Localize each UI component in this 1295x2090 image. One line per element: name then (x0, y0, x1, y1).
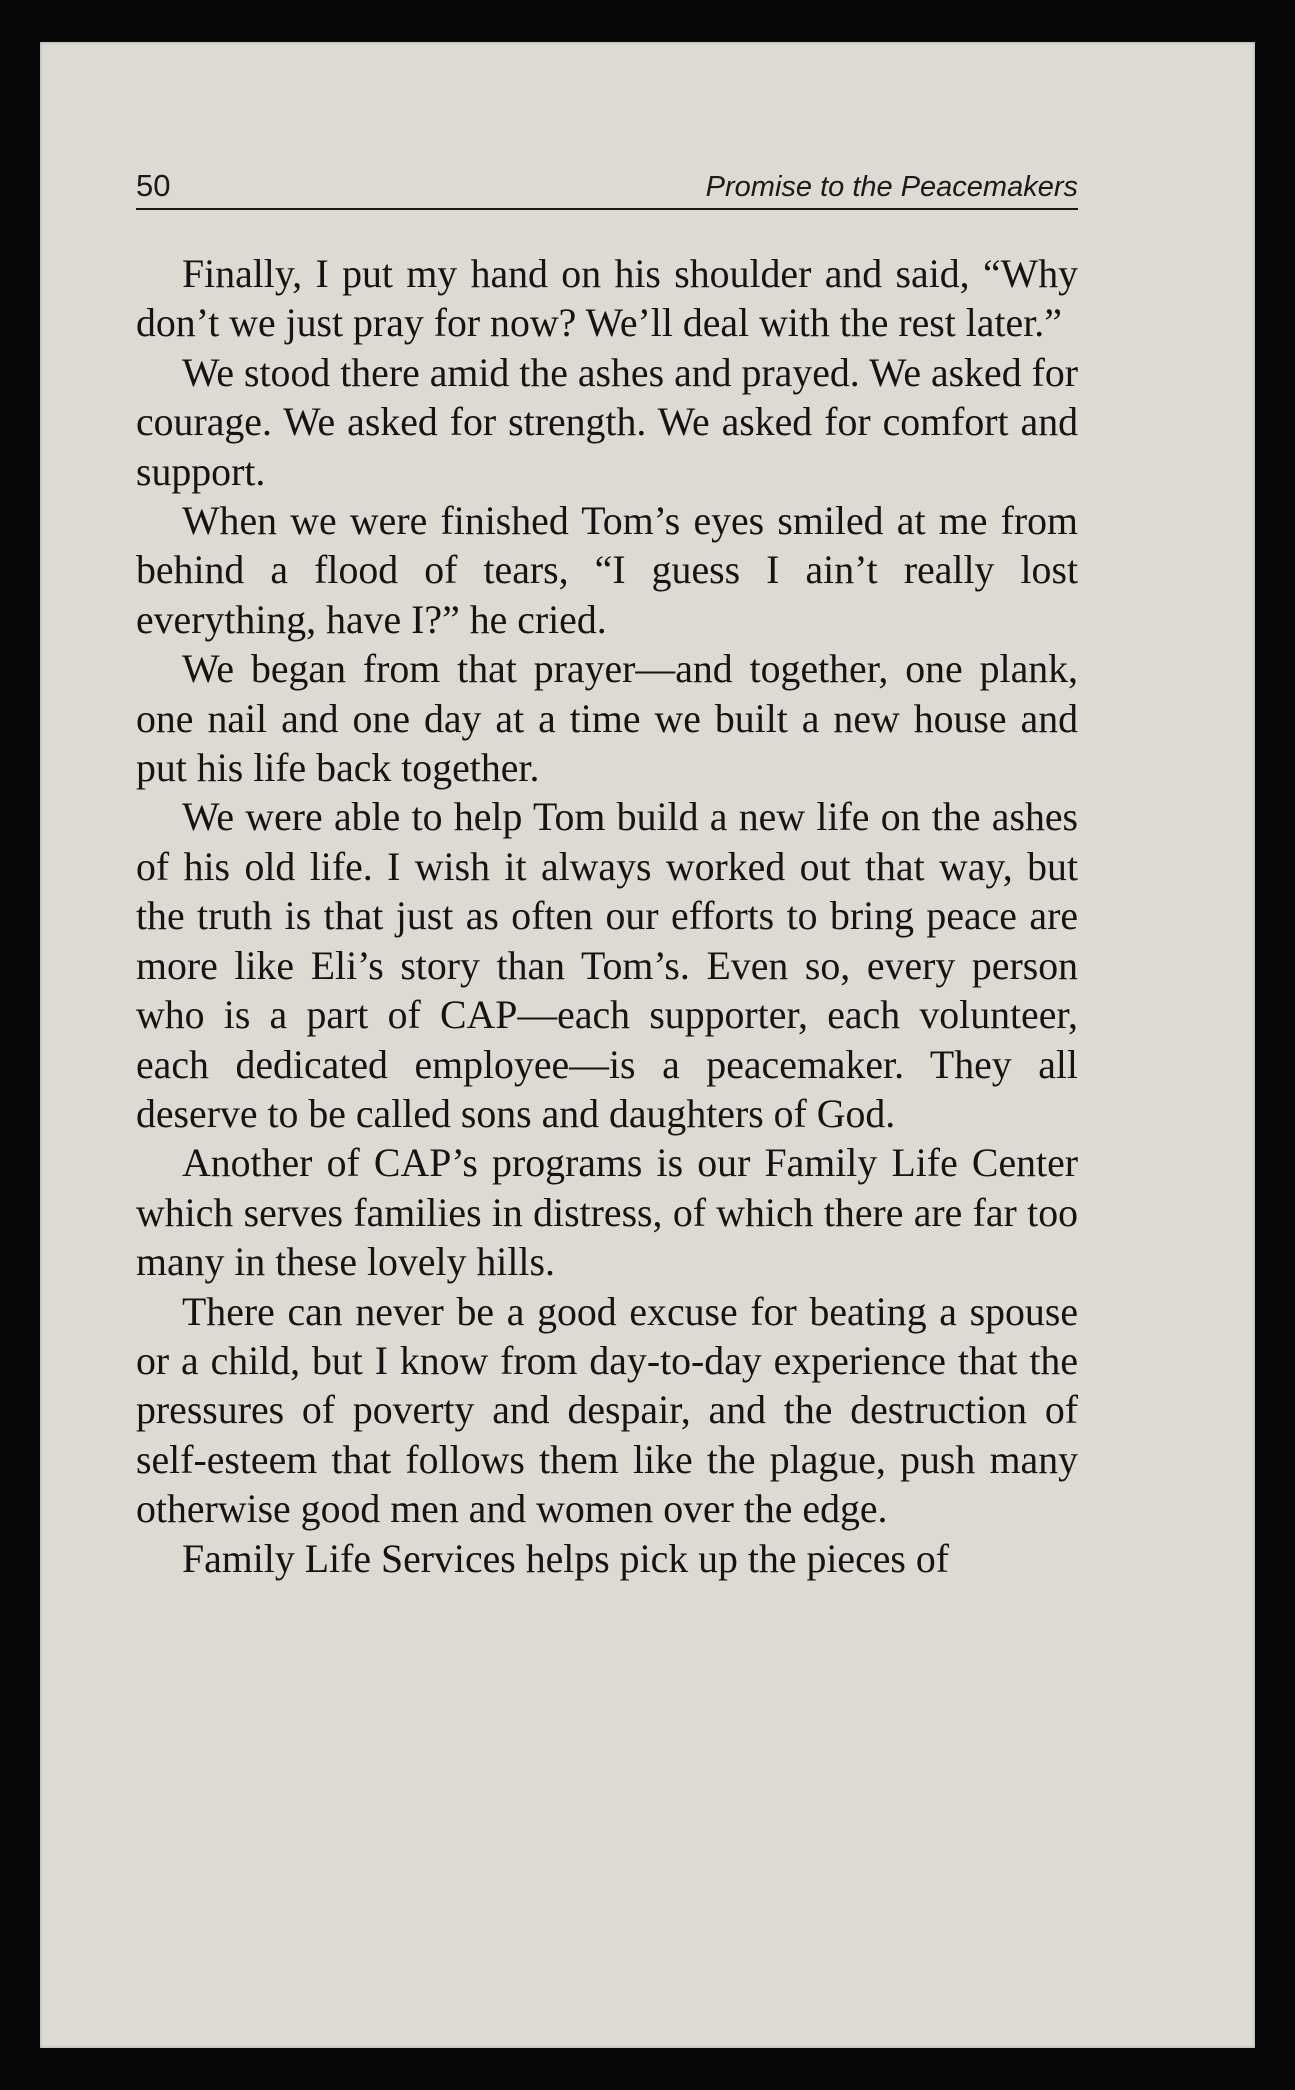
paragraph: Finally, I put my hand on his shoulder and said, “Why don’t we just pray for now? We’ll deal with the rest later.” (136, 252, 1078, 346)
paragraph: Family Life Services helps pick up the pieces of (182, 1536, 949, 1581)
body-text (136, 250, 1078, 1584)
paragraph: We were able to help Tom build a new life on the ashes of his old life. I wish it always worked out that way, but the truth is that just as often our efforts to bring peace are more like Eli’s story than Tom’s. Even so, every person who is a part of CAP—each supporter, each volunteer, each dedicated employee—is a peacemaker. They all deserve to be called sons and daughters of God. (136, 795, 1078, 1136)
paragraph: We stood there amid the ashes and prayed. We asked for courage. We asked for strength. We asked for comfort and support. (136, 350, 1078, 494)
paragraph: Another of CAP’s programs is our Family Life Center which serves families in distress, of which there are far too many in these lovely hills. (136, 1141, 1078, 1285)
running-header (136, 160, 1078, 210)
book-title: Promise to the Peacemakers (705, 171, 1078, 203)
paragraph: When we were finished Tom’s eyes smiled at me from behind a flood of tears, “I guess I ain’t really lost everything, have I?” he cried. (136, 499, 1078, 642)
paragraph: We began from that prayer—and together, one plank, one nail and one day at a time we built a new house and put his life back together. (136, 647, 1078, 791)
paragraph: There can never be a good excuse for beating a spouse or a child, but I know from day-to-day experience that the pressures of poverty and despair, and the destruction of self-esteem that follows them like the plague, push many otherwise good men and women over the edge. (136, 1289, 1078, 1532)
page-number: 50 (136, 168, 171, 203)
